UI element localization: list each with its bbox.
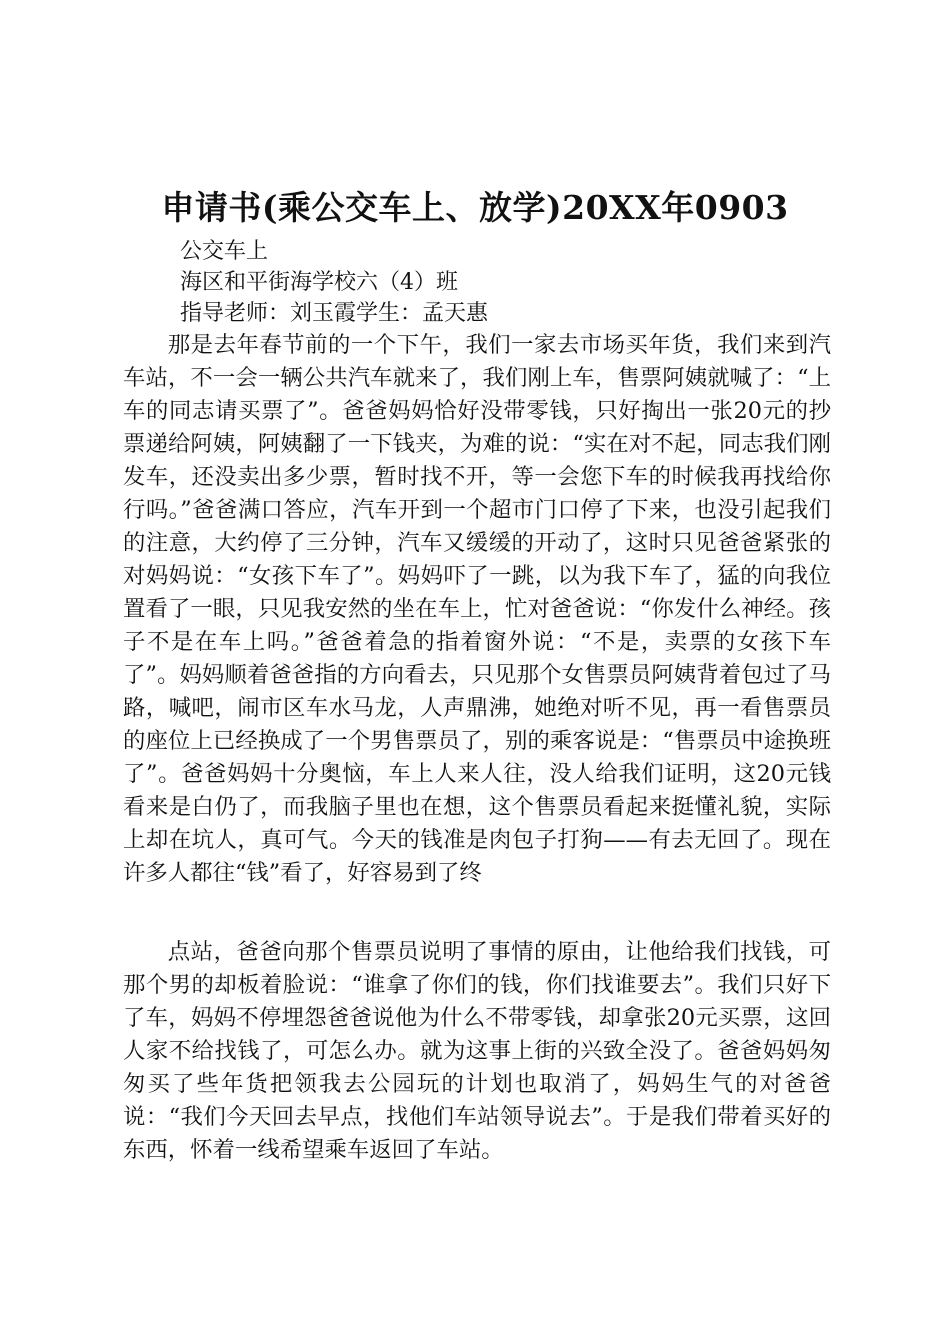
teacher-student-line: 指导老师：刘玉霞学生：孟天惠: [180, 301, 489, 326]
document-subtitle: 公交车上: [180, 239, 269, 264]
body-paragraph-1: 那是去年春节前的一个下午，我们一家去市场买年货，我们来到汽车站，不一会一辆公共汽车就来了，我们刚上车，售票阿姨就喊了：“上车的同志请买票了”。爸爸妈妈恰好没带零钱，只好掏出一张20元的抄票递给阿姨，阿姨翻了一下钱夹，为难的说：“实在对不起，同志我们刚发车，还没卖出多少票，暂时找不开，等一会您下车的时候我再找给你行吗。”爸爸满口答应，汽车开到一个超市门口停了下来，也没引起我们的注意，大约停了三分钟，汽车又缓缓的开动了，这时只见爸爸紧张的对妈妈说：“女孩下车了”。妈妈吓了一跳，以为我下车了，猛的向我位置看了一眼，只见我安然的坐在车上，忙对爸爸说：“你发什么神经。孩子不是在车上吗。”爸爸着急的指着窗外说：“不是，卖票的女孩下车了”。妈妈顺着爸爸指的方向看去，只见那个女售票员阿姨背着包过了马路，喊吧，闹市区车水马龙，人声鼎沸，她绝对听不见，再一看售票员的座位上已经换成了一个男售票员了，别的乘客说是：“售票员中途换班了”。爸爸妈妈十分奥恼，车上人来人往，没人给我们证明，这20元钱看来是白仍了，而我脑子里也在想，这个售票员看起来挺懂礼貌，实际上却在坑人，真可气。今天的钱准是肉包子打狗——有去无回了。现在许多人都往“钱”看了，好容易到了终: [123, 332, 831, 886]
document-title: 申请书(乘公交车上、放学)20XX年0903: [161, 188, 789, 227]
school-class-line: 海区和平街海学校六（4）班: [180, 270, 458, 295]
body-paragraph-2: 点站，爸爸向那个售票员说明了事情的原由，让他给我们找钱，可那个男的却板着脸说：“谁拿了你们的钱，你们找谁要去”。我们只好下了车，妈妈不停埋怨爸爸说他为什么不带零钱，却拿张20元买票，这回人家不给找钱了，可怎么办。就为这事上街的兴致全没了。爸爸妈妈匆匆买了些年货把领我去公园玩的计划也取消了，妈妈生气的对爸爸说：“我们今天回去早点，找他们车站领导说去”。于是我们带着买好的东西，怀着一线希望乘车返回了车站。: [123, 939, 831, 1163]
